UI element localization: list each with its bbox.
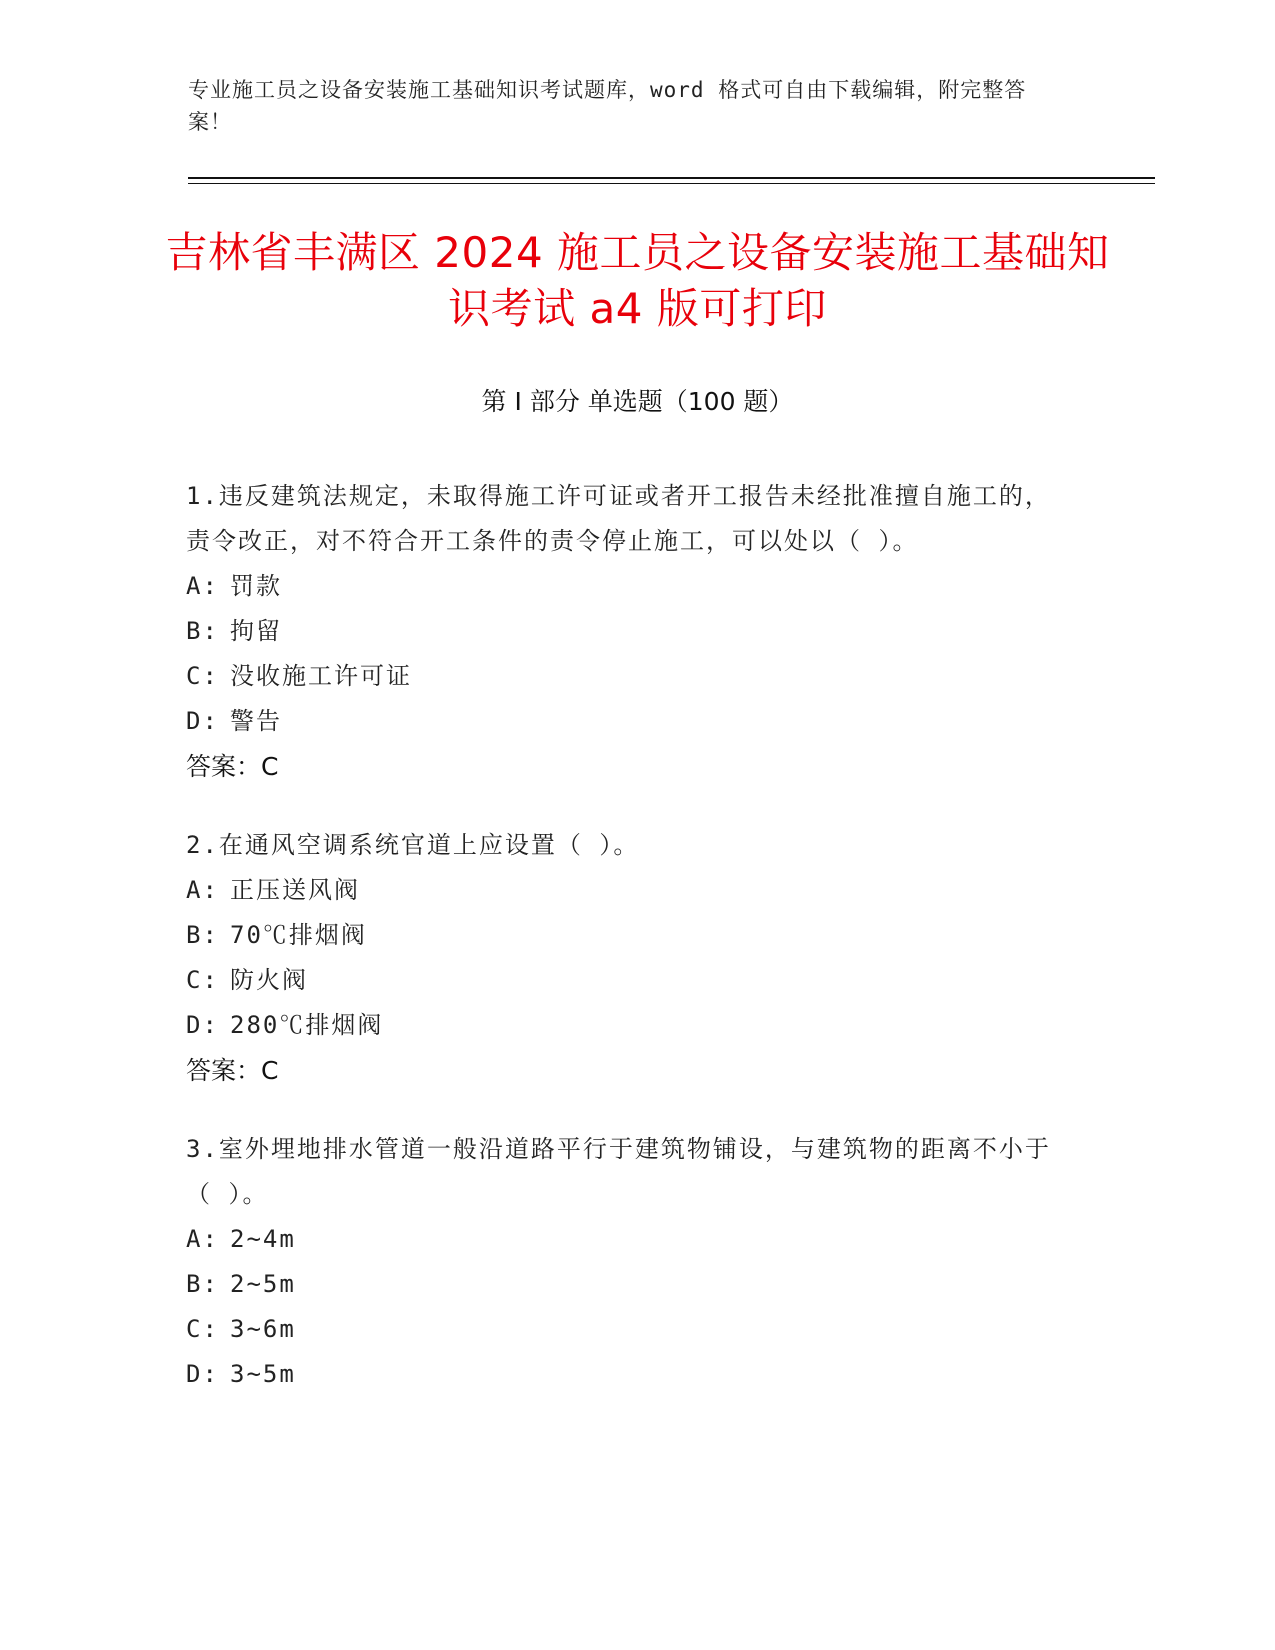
question-1 [186,474,1066,789]
question-3 [186,1127,1066,1397]
option-b [186,609,1066,654]
option-letter: D: [186,707,219,735]
option-text: 罚款 [230,572,282,600]
option-text: 3~6m [230,1315,296,1343]
header-note: 专业施工员之设备安装施工基础知识考试题库，word 格式可自由下载编辑，附完整答案！ [188,78,1027,134]
option-letter: C: [186,662,219,690]
option-c [186,1307,1066,1352]
option-letter: A: [186,572,219,600]
question-answer: 答案：C [186,1056,279,1085]
option-d [186,1352,1066,1397]
option-text: 防火阀 [230,966,308,994]
option-letter: C: [186,1315,219,1343]
option-a [186,564,1066,609]
option-letter: B: [186,1270,219,1298]
option-text: 2~4m [230,1225,296,1253]
option-text: 3~5m [230,1360,296,1388]
question-stem: 3.室外埋地排水管道一般沿道路平行于建筑物铺设，与建筑物的距离不小于（ ）。 [186,1135,1051,1208]
option-text: 2~5m [230,1270,296,1298]
option-letter: A: [186,1225,219,1253]
section-title: 第 I 部分 单选题（100 题） [481,387,794,416]
option-letter: B: [186,921,219,949]
option-b [186,1262,1066,1307]
question-list [186,474,1066,1431]
option-c [186,958,1066,1003]
option-letter: C: [186,966,219,994]
option-a [186,868,1066,913]
question-answer: 答案：C [186,752,279,781]
option-letter: D: [186,1360,219,1388]
header-divider-thin [188,183,1155,184]
option-text: 正压送风阀 [230,876,360,904]
header-divider-thick [188,177,1155,179]
document-title: 吉林省丰满区 2024 施工员之设备安装施工基础知识考试 a4 版可打印 [165,228,1110,333]
option-text: 70℃排烟阀 [230,921,367,949]
option-letter: A: [186,876,219,904]
option-d [186,1003,1066,1048]
question-stem: 1.违反建筑法规定，未取得施工许可证或者开工报告未经批准擅自施工的，责令改正，对不符合开工条件的责令停止施工，可以处以（ ）。 [186,482,1051,555]
option-text: 拘留 [230,617,282,645]
option-b [186,913,1066,958]
option-letter: D: [186,1011,219,1039]
question-2 [186,823,1066,1093]
option-letter: B: [186,617,219,645]
option-a [186,1217,1066,1262]
option-text: 没收施工许可证 [230,662,412,690]
question-stem: 2.在通风空调系统官道上应设置（ ）。 [186,831,640,859]
option-c [186,654,1066,699]
option-d [186,699,1066,744]
option-text: 警告 [230,707,282,735]
option-text: 280℃排烟阀 [230,1011,384,1039]
